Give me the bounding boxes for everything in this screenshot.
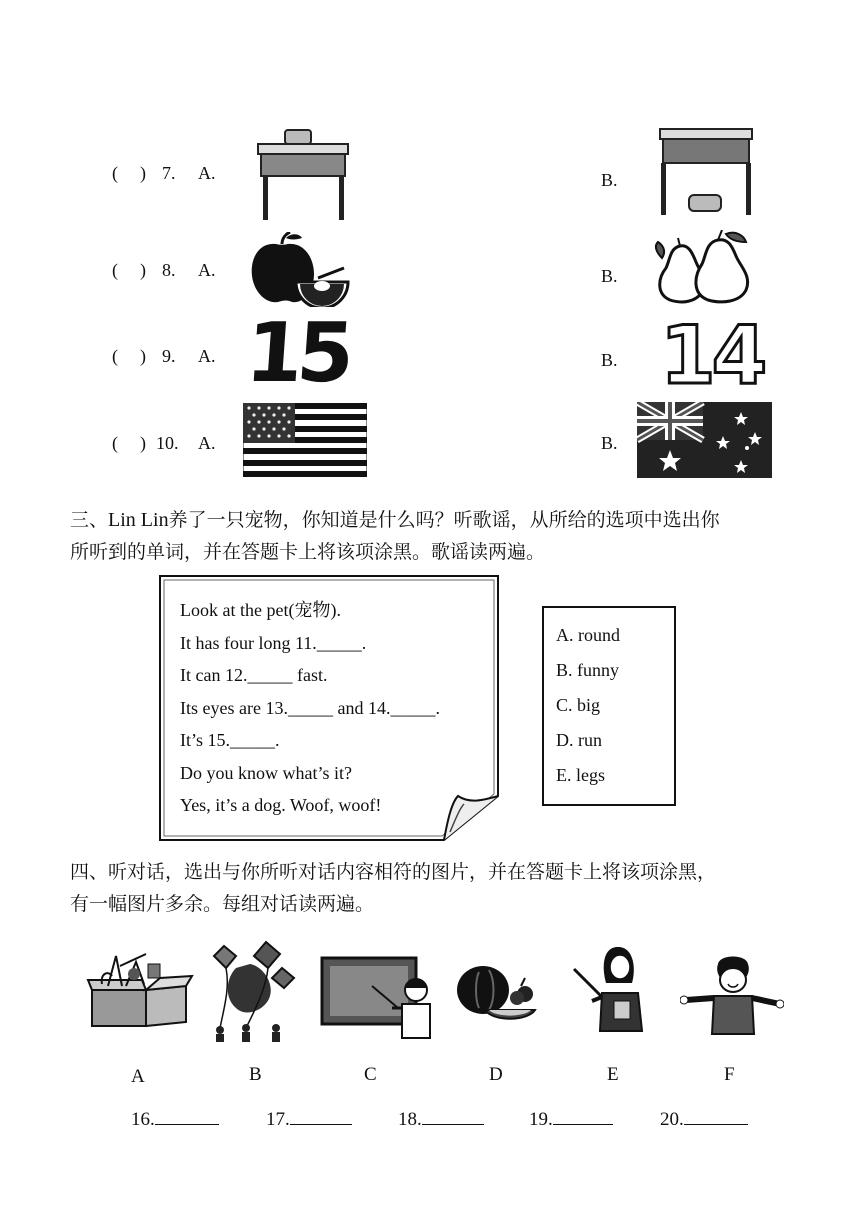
lyric-line: Do you know what’s it? xyxy=(180,762,352,783)
option-b-label: B. xyxy=(601,433,618,453)
answer-paren-8[interactable]: ( ) xyxy=(112,260,146,280)
pears-icon xyxy=(652,230,757,305)
option-b-label: B. xyxy=(601,350,618,370)
lyric-line: It’s 15._____. xyxy=(180,730,280,750)
lyric-line: Yes, it’s a dog. Woof, woof! xyxy=(180,795,382,815)
desk-with-object-below-icon xyxy=(657,125,755,220)
lyric-line: It has four long 11._____. xyxy=(180,632,367,653)
kites-in-tree-icon xyxy=(206,938,298,1042)
option-a-label: A. xyxy=(198,163,216,183)
choice-d: D. run xyxy=(556,730,602,750)
word-choices-box xyxy=(542,606,676,806)
answer-blank-16[interactable]: 16. xyxy=(131,1106,219,1131)
choice-b: B. funny xyxy=(556,660,619,680)
lyric-line: Look at the pet(宠物). xyxy=(180,600,341,620)
option-b-label: B. xyxy=(601,266,618,286)
picture-letter: B xyxy=(249,1064,262,1085)
watermelon-and-fruit-icon xyxy=(455,960,539,1026)
usa-flag-icon xyxy=(243,403,367,477)
answer-blank-17[interactable]: 17. xyxy=(266,1106,352,1131)
option-a-label: A. xyxy=(198,433,216,453)
choice-e: E. legs xyxy=(556,765,605,785)
choice-c: C. big xyxy=(556,695,601,715)
lyric-line: Its eyes are 13._____ and 14._____. xyxy=(180,697,440,718)
option-b-label: B. xyxy=(601,170,618,190)
desk-with-object-on-top-icon xyxy=(255,128,350,223)
picture-letter: A xyxy=(131,1066,145,1087)
answer-paren-7[interactable]: ( ) xyxy=(112,163,146,183)
picture-letter: F xyxy=(724,1064,735,1085)
answer-paren-10[interactable]: ( ) xyxy=(112,433,146,453)
number-14-icon: 14 xyxy=(660,309,764,402)
answer-paren-9[interactable]: ( ) xyxy=(112,346,146,366)
boy-arms-open-icon xyxy=(680,956,784,1036)
part4-heading: 四、听对话，选出与你所听对话内容相符的图片，并在答题卡上将该项涂黑， 有一幅图片多余。每组对话读两遍。 xyxy=(70,861,717,915)
choice-a: A. round xyxy=(556,625,620,645)
question-number: 7. xyxy=(162,163,176,183)
question-number: 10. xyxy=(156,433,179,453)
question-number: 9. xyxy=(162,346,176,366)
answer-blank-18[interactable]: 18. xyxy=(398,1106,484,1131)
option-a-label: A. xyxy=(198,346,216,366)
answer-blank-20[interactable]: 20. xyxy=(660,1106,748,1131)
apple-icon xyxy=(248,232,353,307)
answer-blank-19[interactable]: 19. xyxy=(529,1106,613,1131)
lyrics-text xyxy=(180,594,480,822)
woman-with-pointer-icon xyxy=(572,943,662,1035)
picture-letter: D xyxy=(489,1064,503,1085)
lyric-line: It can 12._____ fast. xyxy=(180,665,328,685)
number-15-icon: 15 xyxy=(242,306,352,401)
question-number: 8. xyxy=(162,260,176,280)
part3-heading: 三、Lin Lin养了一只宠物，你知道是什么吗？听歌谣，从所给的选项中选出你 所听到的单词，并在答题卡上将该项涂黑。歌谣读两遍。 xyxy=(70,509,720,563)
box-of-toys-icon xyxy=(86,946,194,1030)
picture-letter: E xyxy=(607,1064,619,1085)
australia-flag-icon xyxy=(637,402,772,478)
picture-letter: C xyxy=(364,1064,377,1085)
option-a-label: A. xyxy=(198,260,216,280)
teacher-at-blackboard-icon xyxy=(320,956,432,1040)
